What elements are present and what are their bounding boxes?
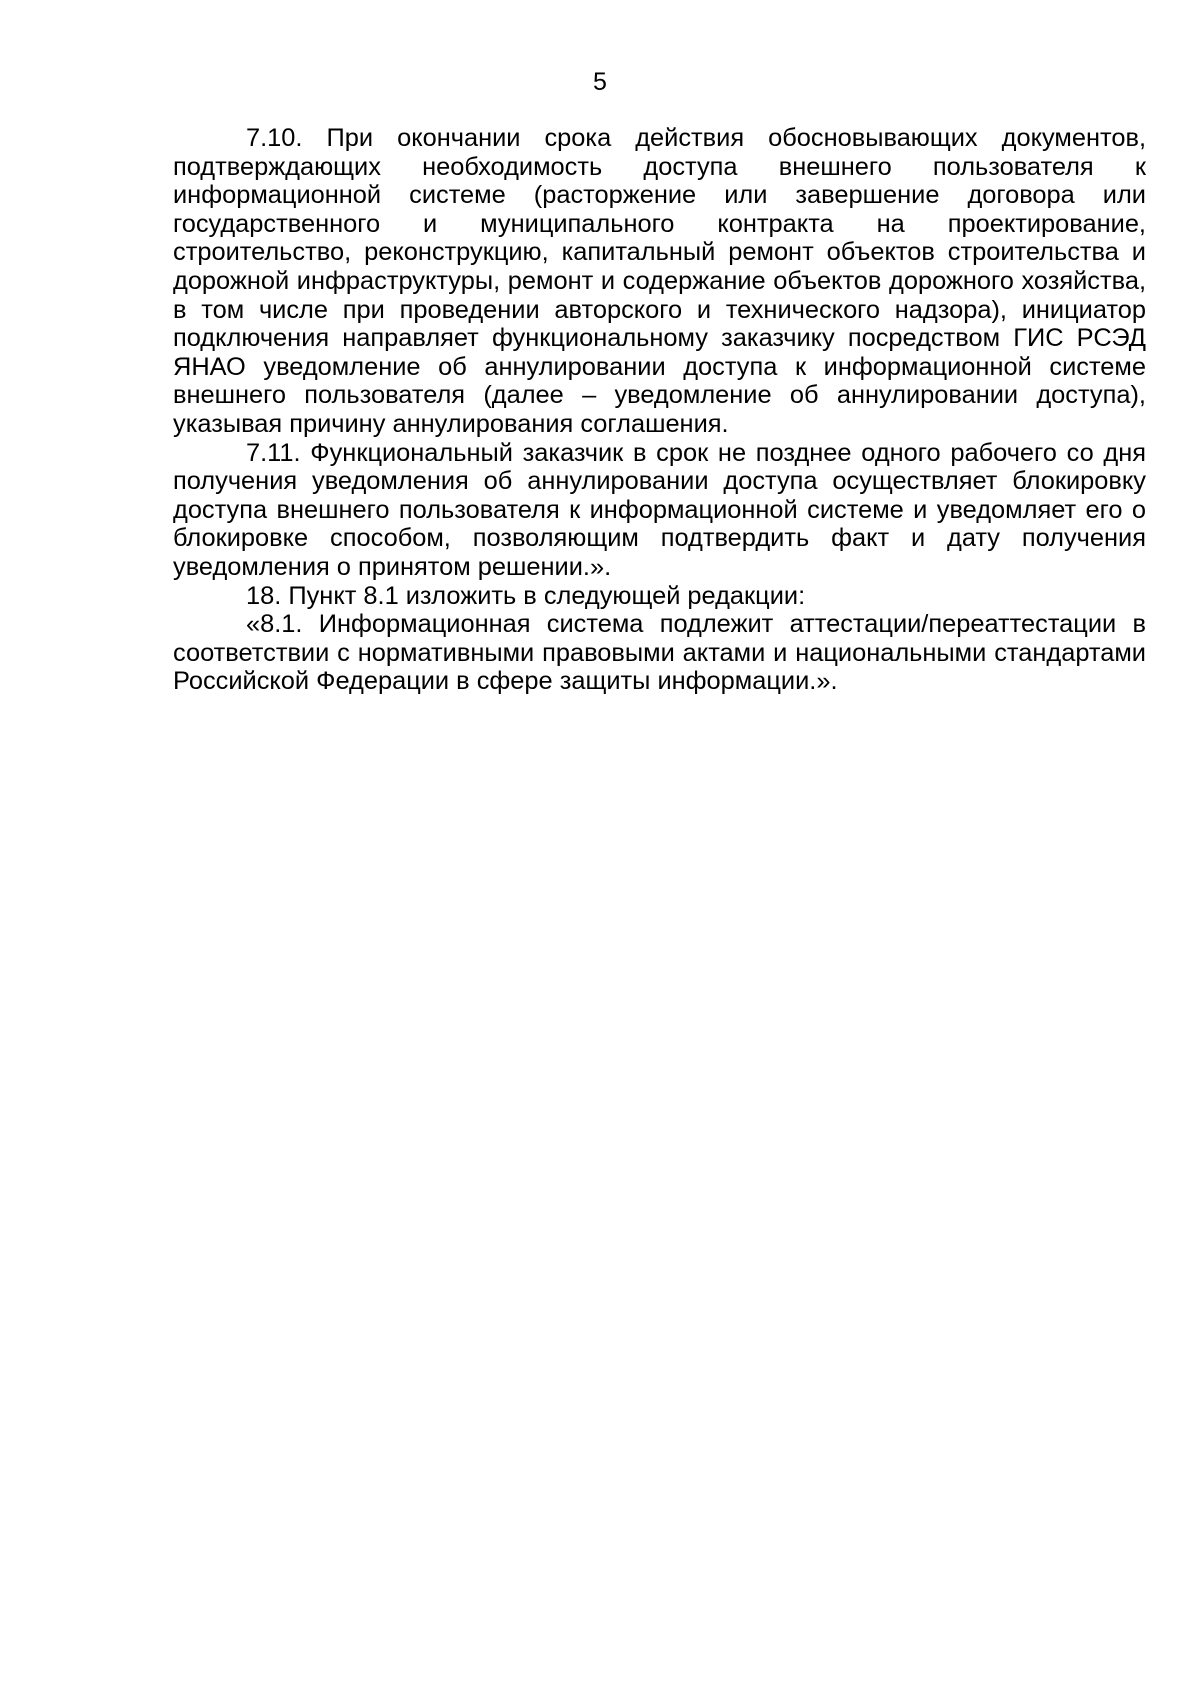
paragraph-7-11: 7.11. Функциональный заказчик в срок не позднее одного рабочего со дня получения уведомления об аннулировании доступа осуществляет блокировку доступа внешнего пользователя к информационной системе и уведомляет его о блокировке способом, позволяющим подтвердить факт и дату получения уведомления о принятом решении.». [173,438,1146,581]
paragraph-item-18: 18. Пункт 8.1 изложить в следующей редакции: [246,581,806,610]
page-number: 5 [593,68,607,96]
document-body [173,124,1146,696]
paragraph-8-1: «8.1. Информационная система подлежит аттестации/переаттестации в соответствии с нормативными правовыми актами и национальными стандартами Российской Федерации в сфере защиты информации.». [173,610,1146,696]
paragraph-7-10: 7.10. При окончании срока действия обосновывающих документов, подтверждающих необходимость доступа внешнего пользователя к информационной системе (расторжение или завершение договора или государственного и муниципального контракта на проектирование, строительство, реконструкцию, капитальный ремонт объектов строительства и дорожной инфраструктуры, ремонт и содержание объектов дорожного хозяйства, в том числе при проведении авторского и технического надзора), инициатор подключения направляет функциональному заказчику посредством ГИС РСЭД ЯНАО уведомление об аннулировании доступа к информационной системе внешнего пользователя (далее – уведомление об аннулировании доступа), указывая причину аннулирования соглашения. [173,124,1146,438]
